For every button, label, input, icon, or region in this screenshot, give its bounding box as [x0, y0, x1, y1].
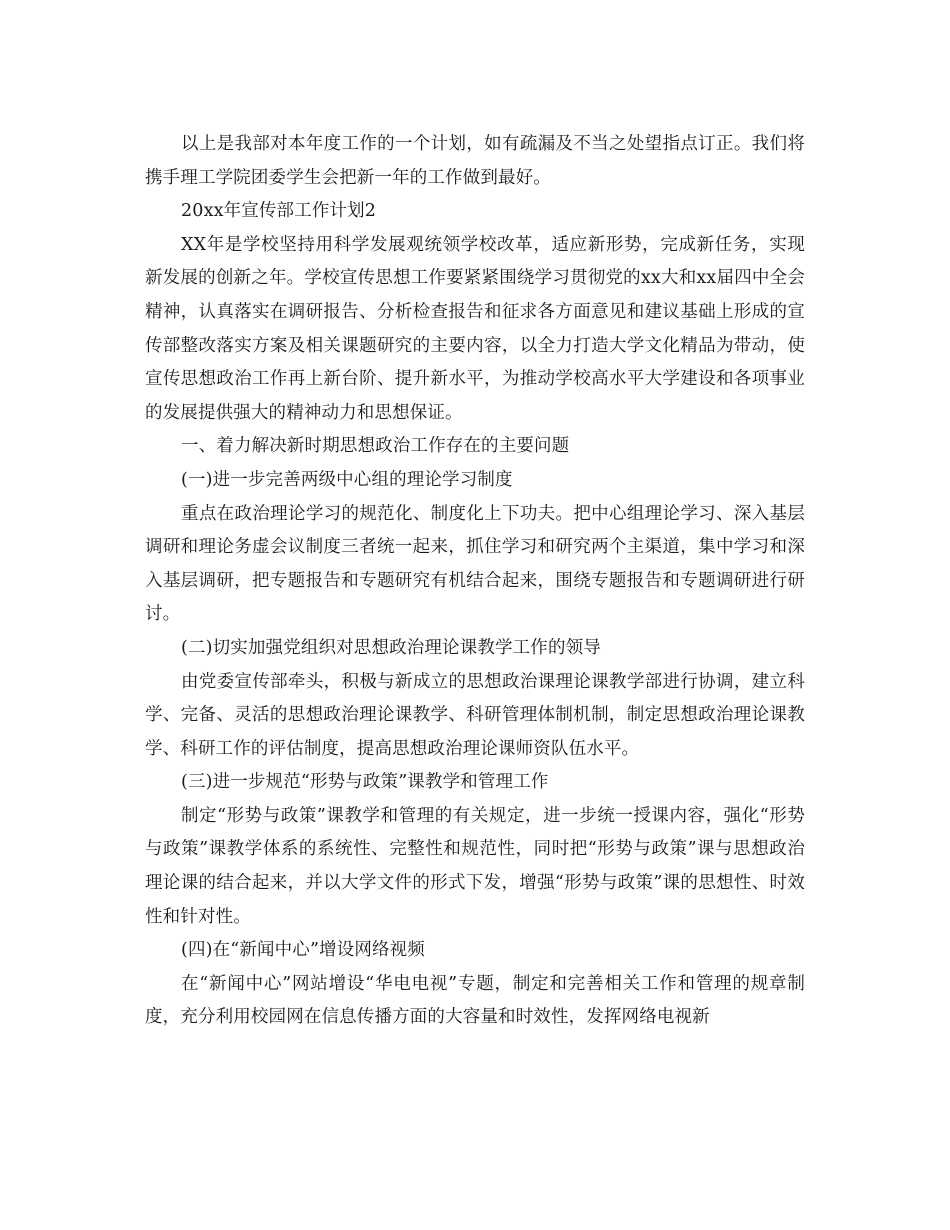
subsection-heading-4: (四)在“新闻中心”增设网络视频 — [181, 940, 425, 961]
subsection-heading-1: (一)进一步完善两级中心组的理论学习制度 — [181, 469, 513, 490]
subsection-heading-3: (三)进一步规范“形势与政策”课教学和管理工作 — [181, 772, 549, 793]
paragraph-subsection-1: 重点在政治理论学习的规范化、制度化上下功夫。把中心组理论学习、深入基层调研和理论务虚会议制度三者统一起来，抓住学习和研究两个主渠道，集中学习和深入基层调研，把专题报告和专题研究有机结合起来，围绕专题报告和专题调研进行研讨。 — [145, 503, 805, 625]
section-heading-1: 一、着力解决新时期思想政治工作存在的主要问题 — [181, 436, 570, 457]
paragraph-subsection-2: 由党委宣传部牵头，积极与新成立的思想政治课理论课教学部进行协调，建立科学、完备、灵活的思想政治理论课教学、科研管理体制机制，制定思想政治理论课教学、科研工作的评估制度，提高思想政治理论课师资队伍水平。 — [145, 671, 805, 759]
document-body — [145, 128, 805, 1035]
paragraph-intro: XX年是学校坚持用科学发展观统领学校改革，适应新形势，完成新任务，实现新发展的创新之年。学校宣传思想工作要紧紧围绕学习贯彻党的xx大和xx届四中全会精神，认真落实在调研报告、分析检查报告和征求各方面意见和建议基础上形成的宣传部整改落实方案及相关课题研究的主要内容，以全力打造大学文化精品为带动，使宣传思想政治工作再上新台阶、提升新水平，为推动学校高水平大学建设和各项事业的发展提供强大的精神动力和思想保证。 — [145, 234, 805, 423]
paragraph-subsection-4: 在“新闻中心”网站增设“华电电视”专题，制定和完善相关工作和管理的规章制度，充分利用校园网在信息传播方面的大容量和时效性，发挥网络电视新 — [145, 973, 805, 1028]
document-section-title: 20xx年宣传部工作计划2 — [181, 201, 377, 222]
subsection-heading-2: (二)切实加强党组织对思想政治理论课教学工作的领导 — [181, 637, 601, 658]
paragraph-subsection-3: 制定“形势与政策”课教学和管理的有关规定，进一步统一授课内容，强化“形势与政策”课教学体系的系统性、完整性和规范性，同时把“形势与政策”课与思想政治理论课的结合起来，并以大学文件的形式下发，增强“形势与政策”课的思想性、时效性和针对性。 — [145, 805, 805, 927]
paragraph-closing-remarks: 以上是我部对本年度工作的一个计划，如有疏漏及不当之处望指点订正。我们将携手理工学院团委学生会把新一年的工作做到最好。 — [145, 134, 805, 188]
